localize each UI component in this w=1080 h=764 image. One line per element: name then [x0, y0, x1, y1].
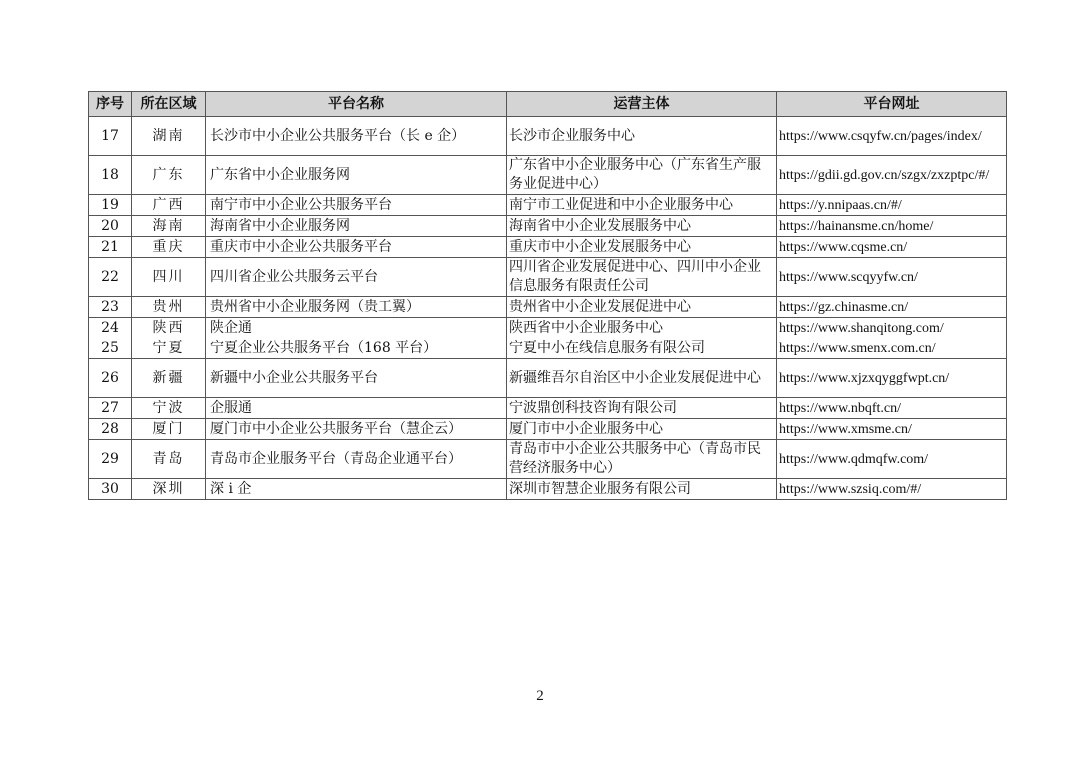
cell-operator: 宁波鼎创科技咨询有限公司	[507, 398, 777, 419]
cell-no: 19	[89, 195, 132, 216]
table-row	[89, 398, 1007, 419]
cell-operator: 广东省中小企业服务中心（广东省生产服务业促进中心）	[507, 156, 777, 195]
cell-no: 27	[89, 398, 132, 419]
cell-platform: 重庆市中小企业公共服务平台	[206, 237, 507, 258]
cell-platform: 厦门市中小企业公共服务平台（慧企云）	[206, 419, 507, 440]
cell-operator: 四川省企业发展促进中心、四川中小企业信息服务有限责任公司	[507, 258, 777, 297]
cell-operator: 南宁市工业促进和中小企业服务中心	[507, 195, 777, 216]
cell-region: 广东	[132, 156, 206, 195]
cell-platform: 南宁市中小企业公共服务平台	[206, 195, 507, 216]
cell-region: 广西	[132, 195, 206, 216]
cell-operator: 重庆市中小企业发展服务中心	[507, 237, 777, 258]
cell-operator: 宁夏中小在线信息服务有限公司	[507, 338, 777, 359]
table-row	[89, 237, 1007, 258]
cell-url: https://gdii.gd.gov.cn/szgx/zxzptpc/#/	[777, 156, 1007, 195]
cell-operator: 长沙市企业服务中心	[507, 117, 777, 156]
cell-platform: 企服通	[206, 398, 507, 419]
cell-no: 25	[89, 338, 132, 359]
header-no: 序号	[89, 92, 132, 117]
cell-no: 17	[89, 117, 132, 156]
table-row	[89, 117, 1007, 156]
cell-platform: 青岛市企业服务平台（青岛企业通平台）	[206, 440, 507, 479]
cell-operator: 陕西省中小企业服务中心	[507, 318, 777, 339]
table-body	[89, 117, 1007, 500]
cell-url: https://www.qdmqfw.com/	[777, 440, 1007, 479]
table-row	[89, 338, 1007, 359]
table-row	[89, 419, 1007, 440]
cell-no: 20	[89, 216, 132, 237]
cell-region: 四川	[132, 258, 206, 297]
cell-url: https://www.szsiq.com/#/	[777, 479, 1007, 500]
cell-platform: 深 i 企	[206, 479, 507, 500]
table-row	[89, 216, 1007, 237]
cell-region: 深圳	[132, 479, 206, 500]
cell-platform: 海南省中小企业服务网	[206, 216, 507, 237]
table-header-row	[89, 92, 1007, 117]
cell-url: https://www.xjzxqyggfwpt.cn/	[777, 359, 1007, 398]
cell-region: 青岛	[132, 440, 206, 479]
table-row	[89, 297, 1007, 318]
cell-url: https://www.smenx.com.cn/	[777, 338, 1007, 359]
cell-region: 宁波	[132, 398, 206, 419]
cell-operator: 新疆维吾尔自治区中小企业发展促进中心	[507, 359, 777, 398]
table-row	[89, 318, 1007, 339]
cell-platform: 四川省企业公共服务云平台	[206, 258, 507, 297]
table-row	[89, 195, 1007, 216]
cell-operator: 青岛市中小企业公共服务中心（青岛市民营经济服务中心）	[507, 440, 777, 479]
cell-operator: 海南省中小企业发展服务中心	[507, 216, 777, 237]
cell-operator: 深圳市智慧企业服务有限公司	[507, 479, 777, 500]
cell-no: 24	[89, 318, 132, 339]
cell-no: 30	[89, 479, 132, 500]
cell-region: 重庆	[132, 237, 206, 258]
cell-platform: 广东省中小企业服务网	[206, 156, 507, 195]
cell-no: 28	[89, 419, 132, 440]
table-row	[89, 156, 1007, 195]
cell-url: https://www.shanqitong.com/	[777, 318, 1007, 339]
cell-url: https://www.cqsme.cn/	[777, 237, 1007, 258]
cell-region: 新疆	[132, 359, 206, 398]
table-row	[89, 440, 1007, 479]
cell-no: 22	[89, 258, 132, 297]
table-row	[89, 258, 1007, 297]
cell-platform: 陕企通	[206, 318, 507, 339]
header-platform: 平台名称	[206, 92, 507, 117]
page-number: 2	[536, 688, 544, 704]
cell-no: 21	[89, 237, 132, 258]
cell-region: 宁夏	[132, 338, 206, 359]
cell-platform: 贵州省中小企业服务网（贵工翼）	[206, 297, 507, 318]
cell-url: https://www.csqyfw.cn/pages/index/	[777, 117, 1007, 156]
cell-url: https://hainansme.cn/home/	[777, 216, 1007, 237]
cell-no: 18	[89, 156, 132, 195]
cell-platform: 宁夏企业公共服务平台（168 平台）	[206, 338, 507, 359]
cell-region: 厦门	[132, 419, 206, 440]
cell-operator: 厦门市中小企业服务中心	[507, 419, 777, 440]
cell-no: 23	[89, 297, 132, 318]
cell-operator: 贵州省中小企业发展促进中心	[507, 297, 777, 318]
cell-url: https://www.nbqft.cn/	[777, 398, 1007, 419]
cell-region: 湖南	[132, 117, 206, 156]
cell-platform: 长沙市中小企业公共服务平台（长 e 企）	[206, 117, 507, 156]
header-region: 所在区域	[132, 92, 206, 117]
platform-table	[88, 91, 1007, 500]
cell-platform: 新疆中小企业公共服务平台	[206, 359, 507, 398]
table-row	[89, 359, 1007, 398]
cell-no: 26	[89, 359, 132, 398]
table-row	[89, 479, 1007, 500]
cell-url: https://y.nnipaas.cn/#/	[777, 195, 1007, 216]
cell-region: 贵州	[132, 297, 206, 318]
header-operator: 运营主体	[507, 92, 777, 117]
cell-region: 海南	[132, 216, 206, 237]
cell-region: 陕西	[132, 318, 206, 339]
header-url: 平台网址	[777, 92, 1007, 117]
cell-url: https://gz.chinasme.cn/	[777, 297, 1007, 318]
cell-no: 29	[89, 440, 132, 479]
cell-url: https://www.scqyyfw.cn/	[777, 258, 1007, 297]
cell-url: https://www.xmsme.cn/	[777, 419, 1007, 440]
